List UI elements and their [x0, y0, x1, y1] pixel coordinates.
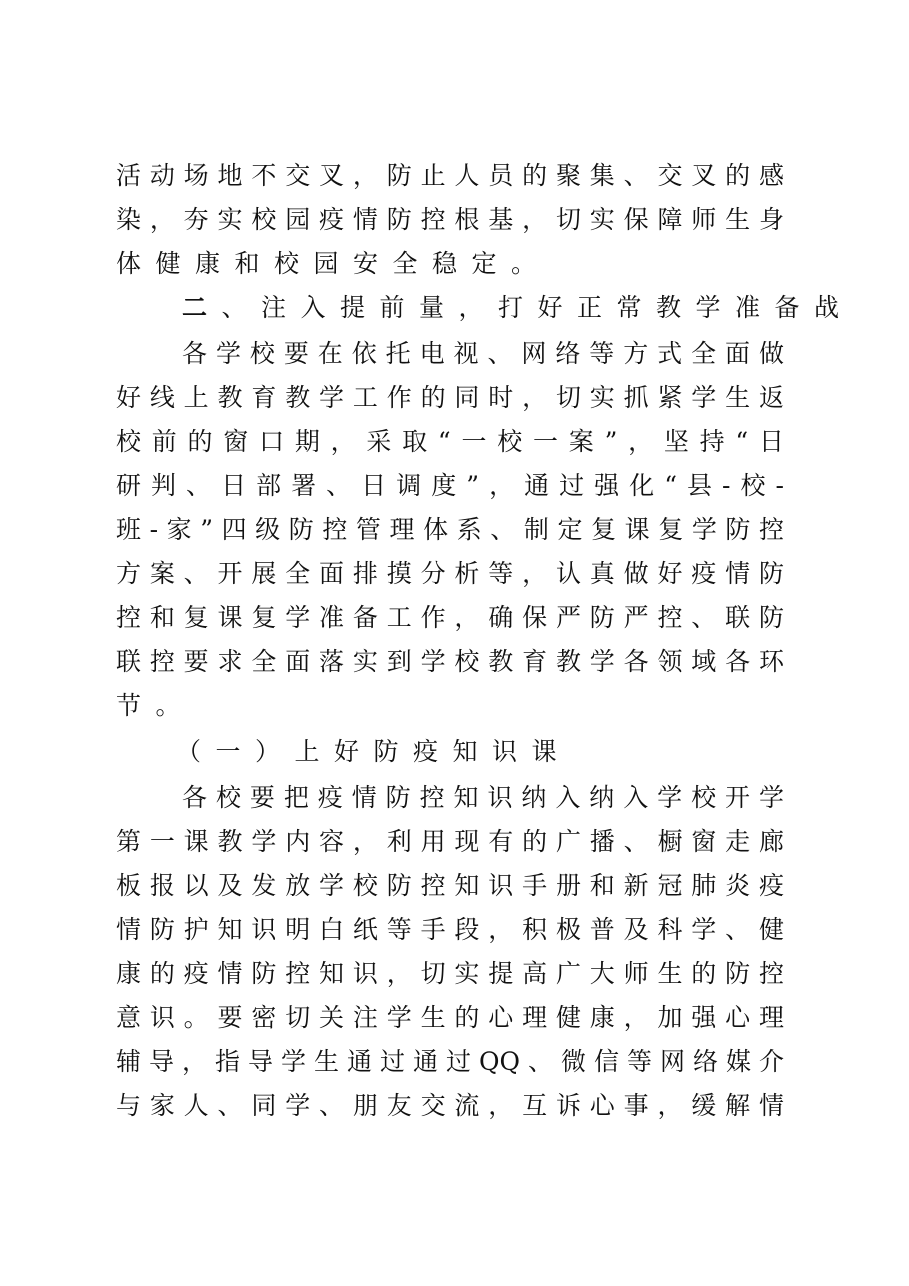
paragraph-line: 研判、日部署、日调度”，通过强化“县-校- [116, 471, 784, 500]
paragraph-line: 方案、开展全面排摸分析等，认真做好疫情防 [116, 559, 784, 588]
paragraph-line: 意识。要密切关注学生的心理健康，加强心理 [116, 1003, 784, 1032]
paragraph-line: 板报以及发放学校防控知识手册和新冠肺炎疫 [116, 871, 784, 900]
subsection-heading: （一）上好防疫知识课 [176, 737, 572, 766]
paragraph-line: 活动场地不交叉，防止人员的聚集、交叉的感 [116, 161, 784, 190]
paragraph-line: 情防护知识明白纸等手段，积极普及科学、健 [116, 915, 784, 944]
paragraph-line: 康的疫情防控知识，切实提高广大师生的防控 [116, 959, 784, 988]
section-heading-number: 二 [182, 293, 222, 322]
paragraph-line: 各学校要在依托电视、网络等方式全面做 [182, 339, 784, 368]
paragraph-line: 控和复课复学准备工作，确保严防严控、联防 [116, 603, 784, 632]
paragraph-line: 染，夯实校园疫情防控根基，切实保障师生身 [116, 205, 784, 234]
section-heading [182, 286, 854, 330]
paragraph-line: 体健康和校园安全稳定。 [116, 249, 551, 278]
paragraph-line: 节。 [116, 691, 196, 720]
paragraph-line: 辅导，指导学生通过通过QQ、微信等网络媒介 [116, 1047, 784, 1076]
paragraph-line: 好线上教育教学工作的同时，切实抓紧学生返 [116, 383, 784, 412]
paragraph-line: 第一课教学内容，利用现有的广播、橱窗走廊 [116, 827, 784, 856]
paragraph-line: 校前的窗口期，采取“一校一案”，坚持“日 [116, 427, 784, 456]
paragraph-line: 班-家”四级防控管理体系、制定复课复学防控 [116, 515, 784, 544]
paragraph-line: 各校要把疫情防控知识纳入纳入学校开学 [182, 783, 784, 812]
paragraph-line: 与家人、同学、朋友交流，互诉心事，缓解情 [116, 1091, 784, 1120]
section-heading-text: 、注入提前量，打好正常教学准备战 [221, 293, 854, 322]
paragraph-line: 联控要求全面落实到学校教育教学各领域各环 [116, 647, 784, 676]
